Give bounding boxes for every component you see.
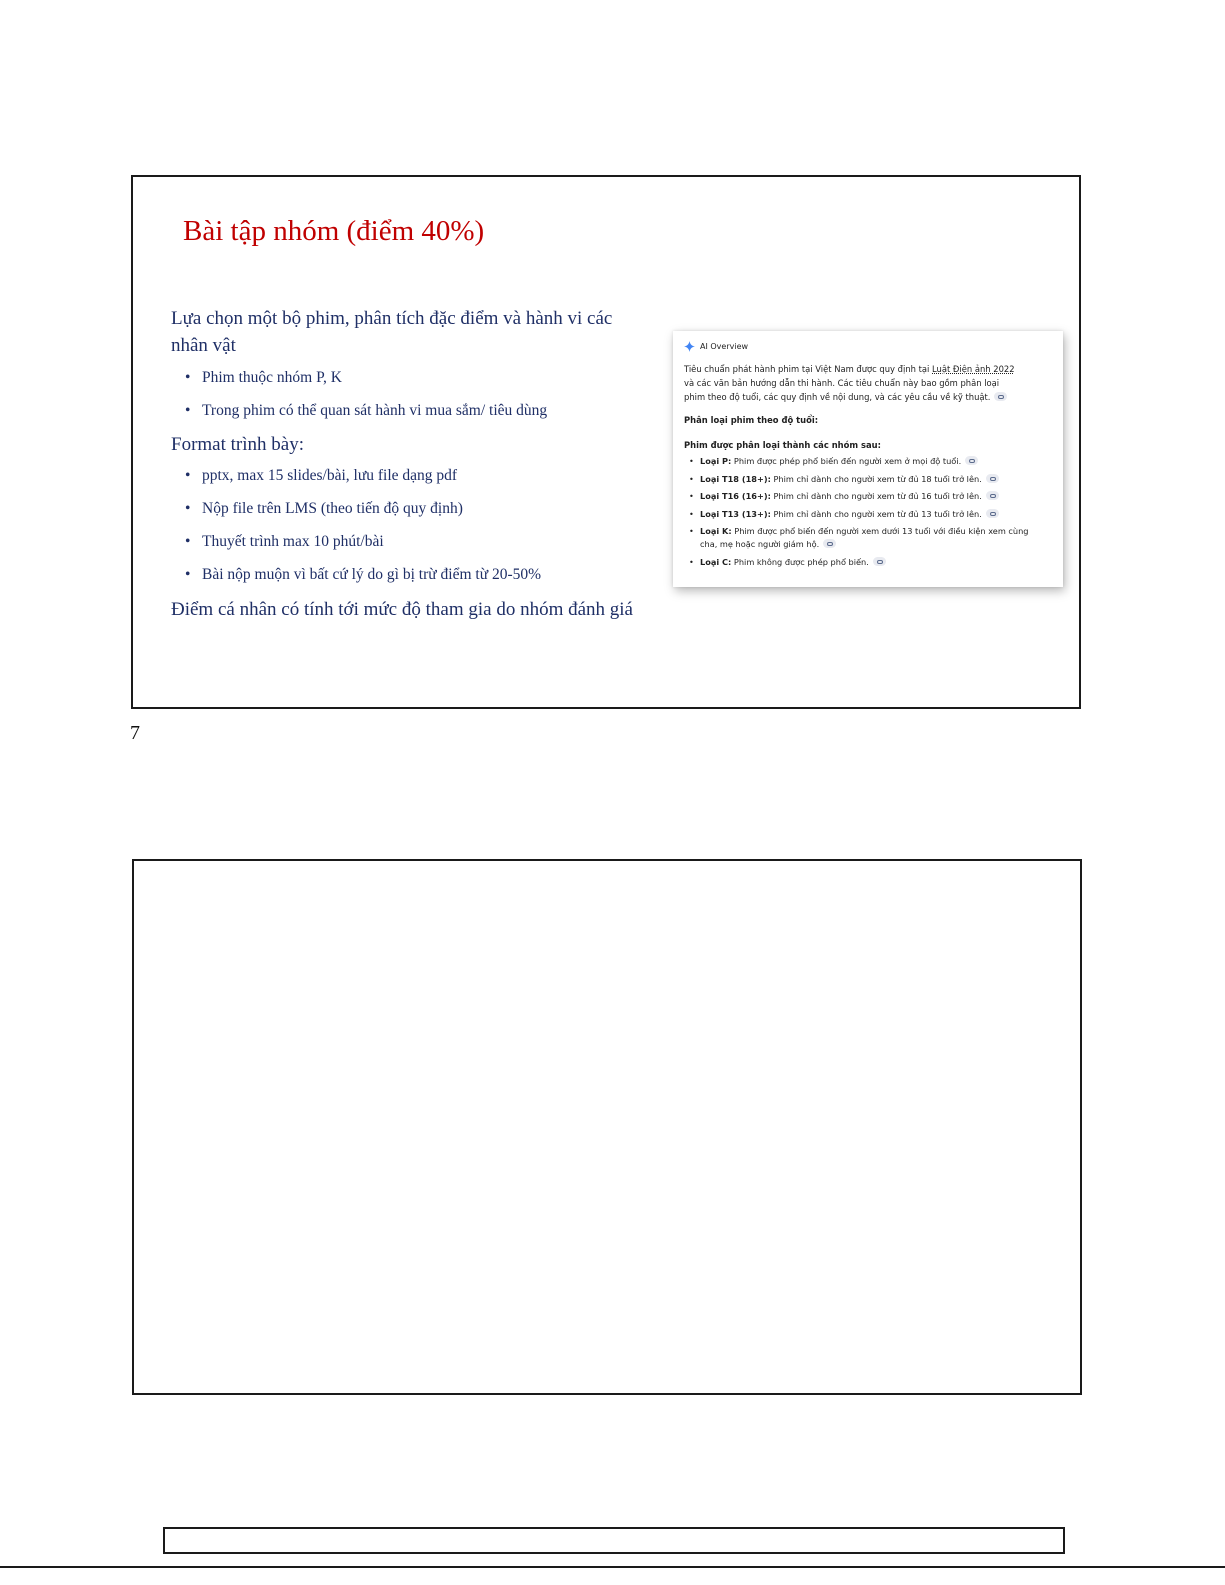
format-heading: Format trình bày: xyxy=(171,434,304,455)
rating-label: Loại K: xyxy=(700,526,732,537)
link-chip-icon xyxy=(986,474,999,483)
format-list xyxy=(171,466,671,585)
ai-overview-image xyxy=(673,331,1063,587)
bullet-icon: • xyxy=(185,369,191,386)
rating-list xyxy=(684,455,1053,569)
notes-box xyxy=(163,1527,1065,1554)
bullet-text: Trong phim có thể quan sát hành vi mua sắm/ tiêu dùng xyxy=(202,402,548,419)
rating-item xyxy=(684,455,1053,468)
intro-text xyxy=(171,305,671,359)
ai-overview-header xyxy=(684,339,1053,353)
rating-item xyxy=(684,556,1053,569)
rating-text: Phim chỉ dành cho người xem từ đủ 18 tuổi trở lên. xyxy=(773,473,982,484)
film-criteria-list xyxy=(171,368,671,421)
bullet-icon: • xyxy=(185,402,191,419)
slide-title: Bài tập nhóm (điểm 40%) xyxy=(183,215,485,247)
rating-text: cha, mẹ hoặc người giám hộ. xyxy=(700,539,820,550)
rating-label: Loại T13 (13+): xyxy=(700,508,771,519)
bullet-icon: • xyxy=(185,533,191,550)
intro-text: Tiêu chuẩn phát hành phim tại Việt Nam được quy định tại xyxy=(684,364,932,374)
link-chip-icon xyxy=(823,539,836,548)
page-number: 7 xyxy=(130,722,140,744)
link-chip-icon xyxy=(994,392,1007,401)
rating-label: Loại C: xyxy=(700,556,732,567)
bullet-text: Nộp file trên LMS (theo tiến độ quy định) xyxy=(202,500,463,517)
slide-body xyxy=(171,305,671,623)
rating-label: Loại P: xyxy=(700,456,732,466)
list-item xyxy=(185,368,671,388)
rating-label: Loại T16 (16+): xyxy=(700,491,771,502)
bullet-icon: • xyxy=(689,508,694,519)
bullet-text: pptx, max 15 slides/bài, lưu file dạng pdf xyxy=(202,467,458,484)
list-item xyxy=(185,499,671,519)
bullet-icon: • xyxy=(689,491,694,502)
bullet-icon: • xyxy=(689,473,694,484)
link-chip-icon xyxy=(986,491,999,500)
rating-item xyxy=(684,473,1053,486)
ai-list-heading: Phim được phân loại thành các nhóm sau: xyxy=(684,440,881,450)
law-link: Luật Điện ảnh 2022 xyxy=(932,364,1015,374)
rating-item xyxy=(684,525,1053,551)
bullet-text: Phim thuộc nhóm P, K xyxy=(202,369,342,386)
rating-text: Phim chỉ dành cho người xem từ đủ 13 tuổi trở lên. xyxy=(773,508,982,519)
bottom-rule xyxy=(0,1566,1225,1568)
link-chip-icon xyxy=(965,456,978,465)
slide-8-blank xyxy=(132,859,1082,1395)
closing-text: Điểm cá nhân có tính tới mức độ tham gia do nhóm đánh giá xyxy=(171,599,633,620)
rating-text: Phim chỉ dành cho người xem từ đủ 16 tuổi trở lên. xyxy=(773,491,982,502)
bullet-icon: • xyxy=(689,556,694,567)
link-chip-icon xyxy=(986,509,999,518)
ai-section-heading: Phân loại phim theo độ tuổi: xyxy=(684,415,819,425)
rating-label: Loại T18 (18+): xyxy=(700,473,771,484)
list-item xyxy=(185,466,671,486)
ai-overview-label: AI Overview xyxy=(700,341,749,351)
rating-item xyxy=(684,490,1053,503)
intro-text: phim theo độ tuổi, các quy định về nội dung, và các yêu cầu về kỹ thuật. xyxy=(684,392,991,402)
bullet-text: Thuyết trình max 10 phút/bài xyxy=(202,533,384,550)
bullet-icon: • xyxy=(185,467,191,484)
rating-text: Phim được phép phổ biến đến người xem ở mọi độ tuổi. xyxy=(733,456,962,466)
link-chip-icon xyxy=(873,557,886,566)
sparkle-icon xyxy=(684,341,695,352)
list-item xyxy=(185,532,671,552)
rating-item xyxy=(684,508,1053,521)
rating-text: Phim được phổ biến đến người xem dưới 13 tuổi với điều kiện xem cùng xyxy=(734,526,1029,537)
list-item xyxy=(185,565,671,585)
intro-line-2: nhân vật xyxy=(171,335,236,356)
bullet-icon: • xyxy=(689,526,694,537)
ai-overview-intro xyxy=(684,362,1053,404)
intro-line-1: Lựa chọn một bộ phim, phân tích đặc điểm và hành vi các xyxy=(171,308,613,329)
bullet-text: Bài nộp muộn vì bất cứ lý do gì bị trừ điểm từ 20-50% xyxy=(202,566,542,583)
bullet-icon: • xyxy=(185,566,191,583)
list-item xyxy=(185,401,671,421)
rating-text: Phim không được phép phổ biến. xyxy=(733,556,869,567)
intro-text: và các văn bản hướng dẫn thi hành. Các tiêu chuẩn này bao gồm phân loại xyxy=(684,378,1000,388)
slide-7 xyxy=(131,175,1081,709)
bullet-icon: • xyxy=(689,456,694,466)
bullet-icon: • xyxy=(185,500,191,517)
